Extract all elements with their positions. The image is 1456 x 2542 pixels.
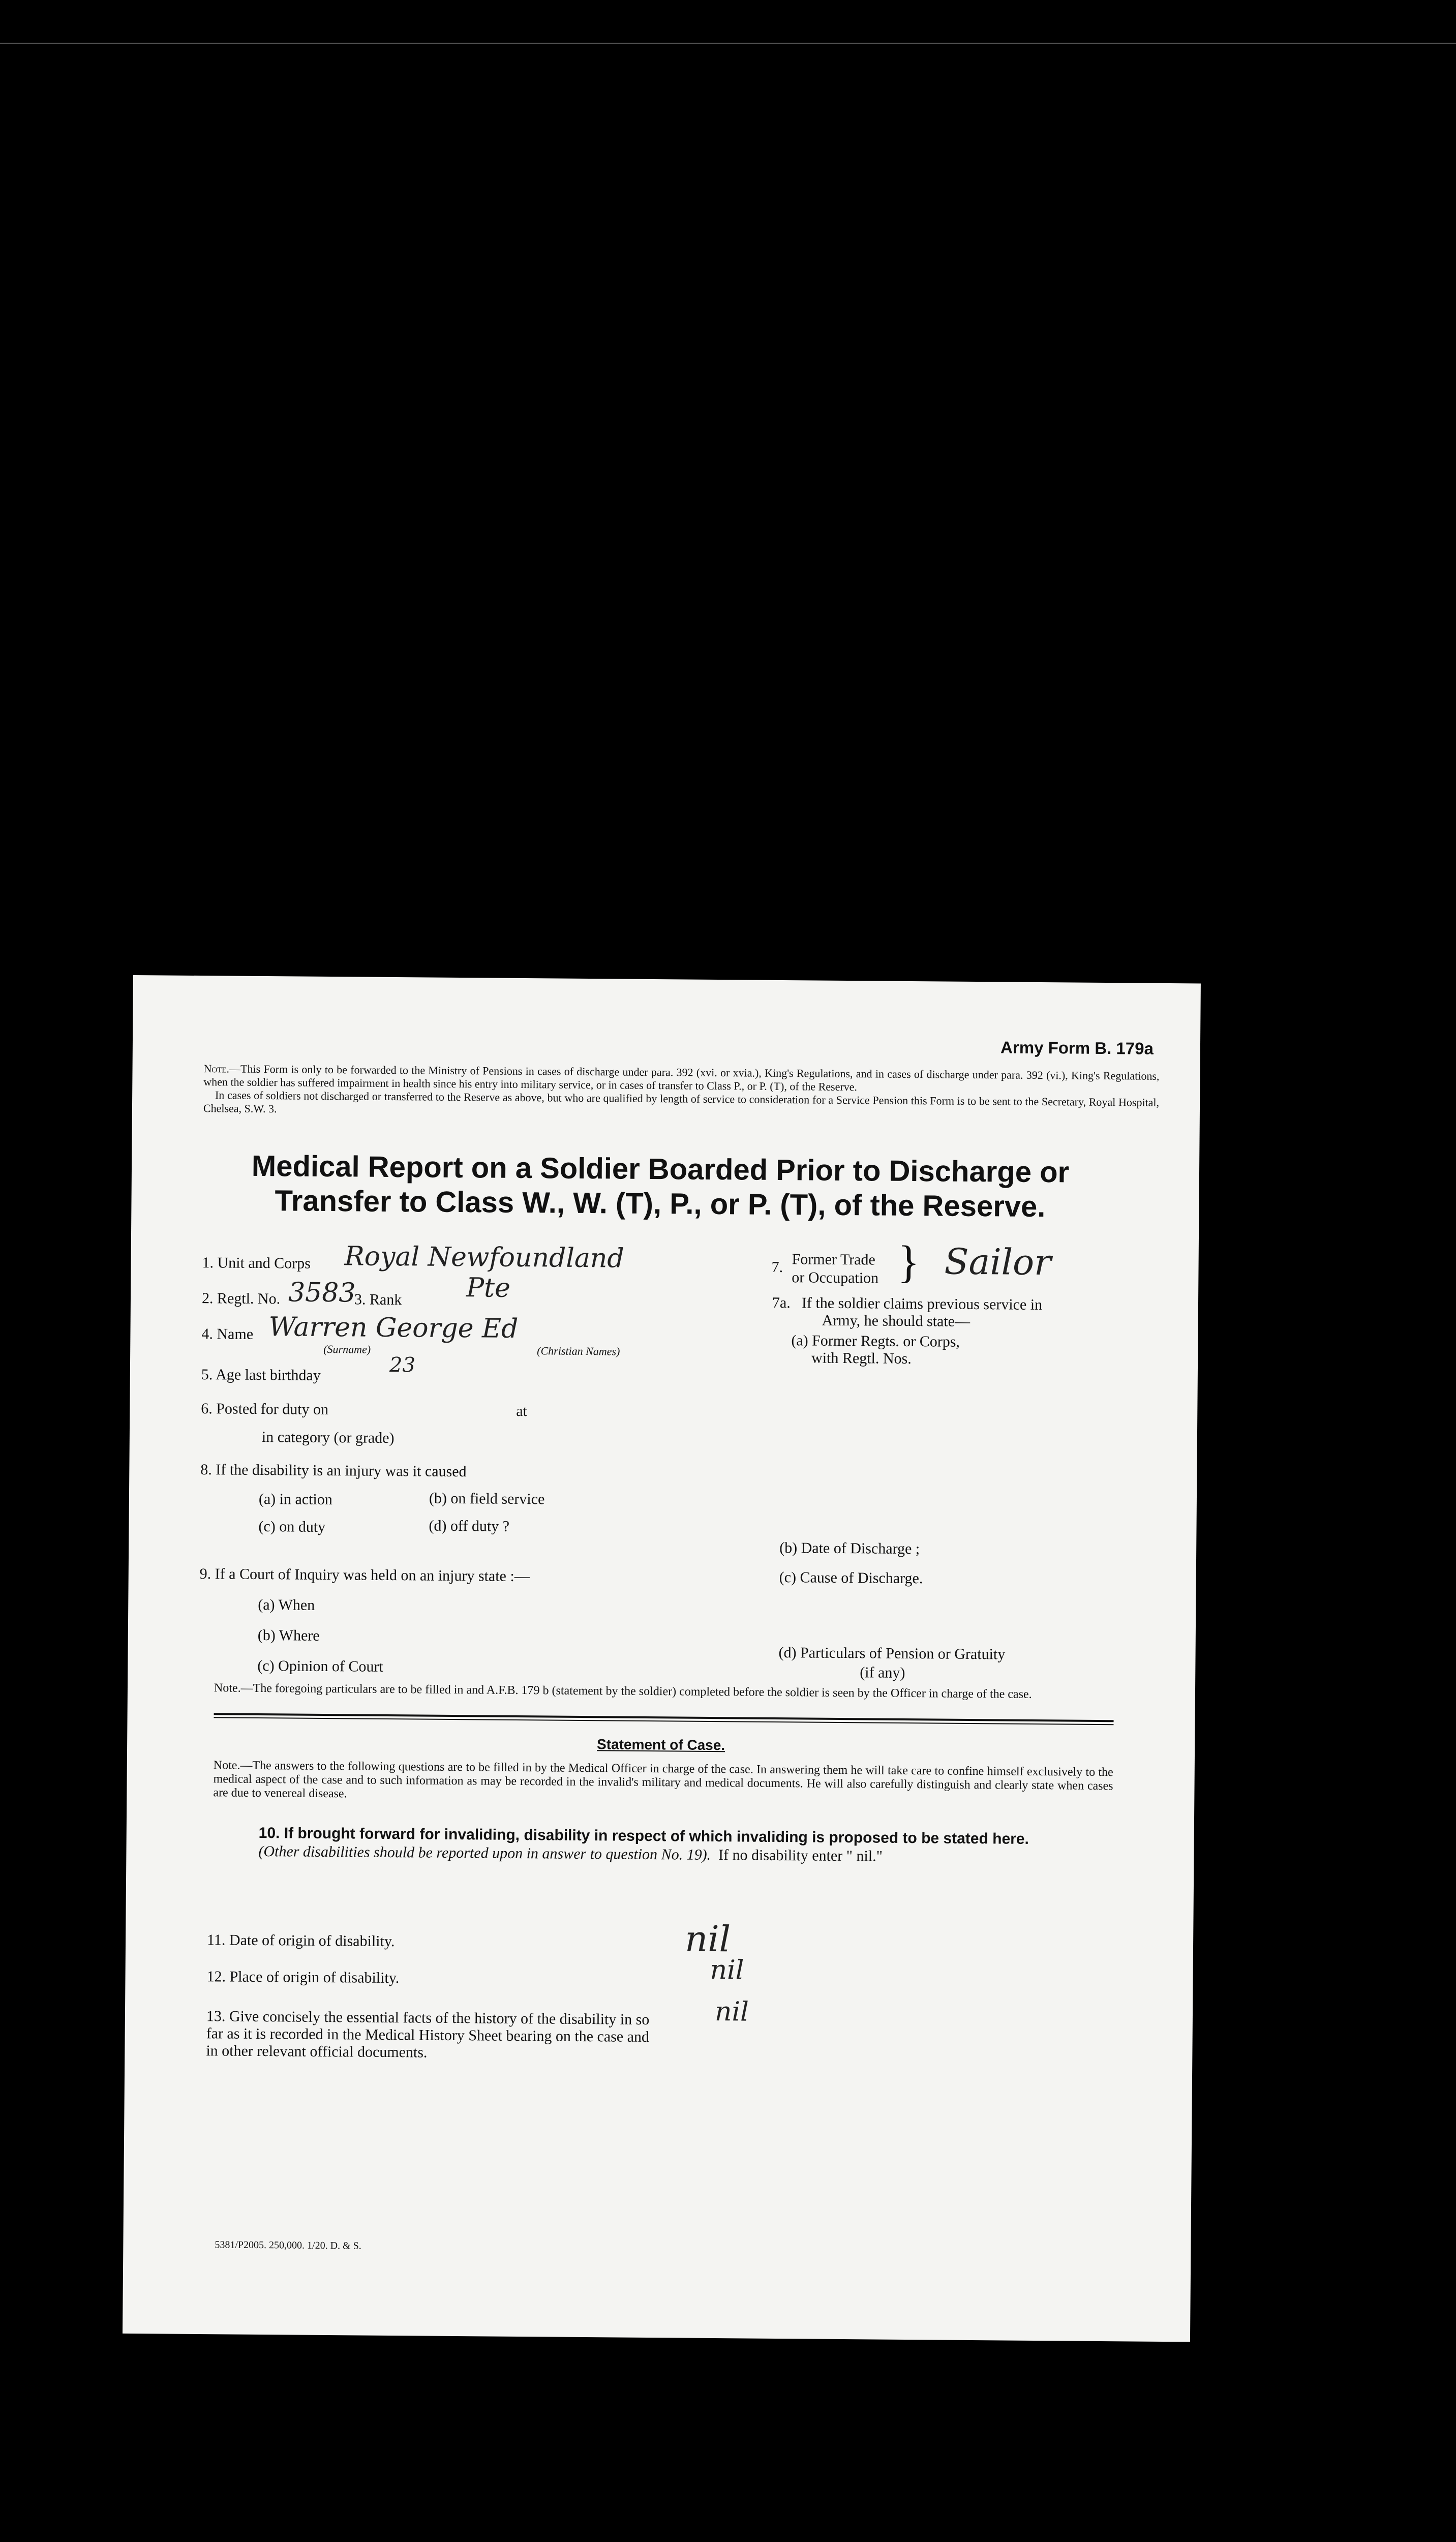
prev-service-line-1: If the soldier claims previous service in	[801, 1294, 1043, 1314]
off-duty: (d) off duty ?	[429, 1517, 510, 1535]
prev-service-line-2: Army, he should state—	[822, 1312, 970, 1330]
printer-line: 5381/P2005. 250,000. 1/20. D. & S.	[215, 2239, 361, 2252]
in-action: (a) in action	[258, 1490, 332, 1508]
prev-service-number: 7a.	[772, 1294, 791, 1312]
posted-label: 6. Posted for duty on	[201, 1400, 329, 1418]
christian-caption: (Christian Names)	[537, 1344, 620, 1358]
court-when: (a) When	[258, 1596, 315, 1614]
former-trade-label-2: or Occupation	[792, 1269, 879, 1287]
statement-heading: Statement of Case.	[596, 1736, 725, 1753]
question-11: 11. Date of origin of disability.	[206, 1931, 395, 1950]
surname-caption: (Surname)	[323, 1342, 371, 1356]
foregoing-note: Note.—The foregoing particulars are to be filled in and A.F.B. 179 b (statement by the soldier) completed before the soldier is seen by the Officer in charge of the case.	[214, 1681, 1032, 1701]
former-trade-label: Former Trade	[792, 1251, 875, 1268]
form-note: Note.—This Form is only to be forwarded to the Ministry of Pensions in cases of discharge under para. 392 (xvi. or xvia.), King's Regulations, and in cases of discharge under para. 392 (vi.), King's Regulations, when the soldier has suffered impairment in health since his entry into military service, or in cases of transfer to Class P., or P. (T), of the Reserve. In cases of soldiers not discharged or transferred to the Reserve as above, but who are qualified by length of service to consideration for a Service Pension this Form is to be sent to the Secretary, Royal Hospital, Chelsea, S.W. 3.	[203, 1062, 1160, 1115]
answer-12: nil	[710, 1954, 744, 1986]
answer-13: nil	[714, 1996, 749, 2027]
age-label: 5. Age last birthday	[201, 1366, 321, 1384]
unit-value: Royal Newfoundland	[344, 1241, 624, 1274]
discharge-cause: (c) Cause of Discharge.	[779, 1569, 923, 1587]
court-label: 9. If a Court of Inquiry was held on an injury state :—	[199, 1565, 530, 1585]
former-trade-number: 7.	[771, 1258, 783, 1276]
unit-label: 1. Unit and Corps	[202, 1254, 311, 1272]
injury-label: 8. If the disability is an injury was it caused	[200, 1461, 467, 1480]
on-duty: (c) on duty	[258, 1518, 326, 1536]
category-label: in category (or grade)	[261, 1429, 395, 1447]
question-13: 13. Give concisely the essential facts of the history of the disability in so far as it is recorded in the Medical History Sheet bearing on the case and in other relevant official documents.	[206, 2008, 650, 2061]
top-divider-line	[0, 43, 1456, 44]
posted-at: at	[516, 1402, 528, 1420]
court-where: (b) Where	[257, 1626, 320, 1644]
medical-report-form	[123, 975, 1201, 2342]
statement-note: Note.—The answers to the following questions are to be filled in by the Medical Officer in charge of the case. In answering them he will take care to confine himself exclusively to the medical aspect of the case and to such information as may be recorded in the invalid's military and medical documents. He will also carefully distinguish and clearly state when cases are due to venereal disease.	[213, 1759, 1113, 1801]
form-number: Army Form B. 179a	[1000, 1038, 1154, 1058]
discharge-date: (b) Date of Discharge ;	[779, 1539, 920, 1558]
answer-11: nil	[684, 1918, 731, 1960]
former-regts-line-1: (a) Former Regts. or Corps,	[791, 1332, 960, 1350]
rank-label: 3. Rank	[354, 1291, 402, 1309]
age-value: 23	[389, 1353, 416, 1377]
field-service: (b) on field service	[429, 1490, 545, 1508]
brace-glyph: }	[897, 1236, 920, 1288]
question-12: 12. Place of origin of disability.	[206, 1968, 400, 1987]
question-10: 10. If brought forward for invaliding, disability in respect of which invaliding is proposed to be stated here. (Other disabilities should be reported upon in answer to question No. 19). If no disability enter " nil."	[258, 1824, 1029, 1865]
name-label: 4. Name	[201, 1325, 254, 1343]
court-opinion: (c) Opinion of Court	[257, 1657, 383, 1675]
form-title: Medical Report on a Soldier Boarded Prior to Discharge or Transfer to Class W., W. (T), P., or P. (T), of the Reserve.	[251, 1149, 1070, 1224]
former-trade-value: Sailor	[944, 1240, 1052, 1284]
name-value: Warren George Ed	[268, 1312, 519, 1344]
pension-line-1: (d) Particulars of Pension or Gratuity	[778, 1644, 1006, 1663]
pension-line-2: (if any)	[860, 1664, 905, 1681]
former-regts-line-2: with Regtl. Nos.	[811, 1349, 912, 1368]
regtl-label: 2. Regtl. No.	[201, 1290, 281, 1308]
regtl-value: 3583	[288, 1277, 356, 1309]
rank-value: Pte	[466, 1273, 511, 1304]
